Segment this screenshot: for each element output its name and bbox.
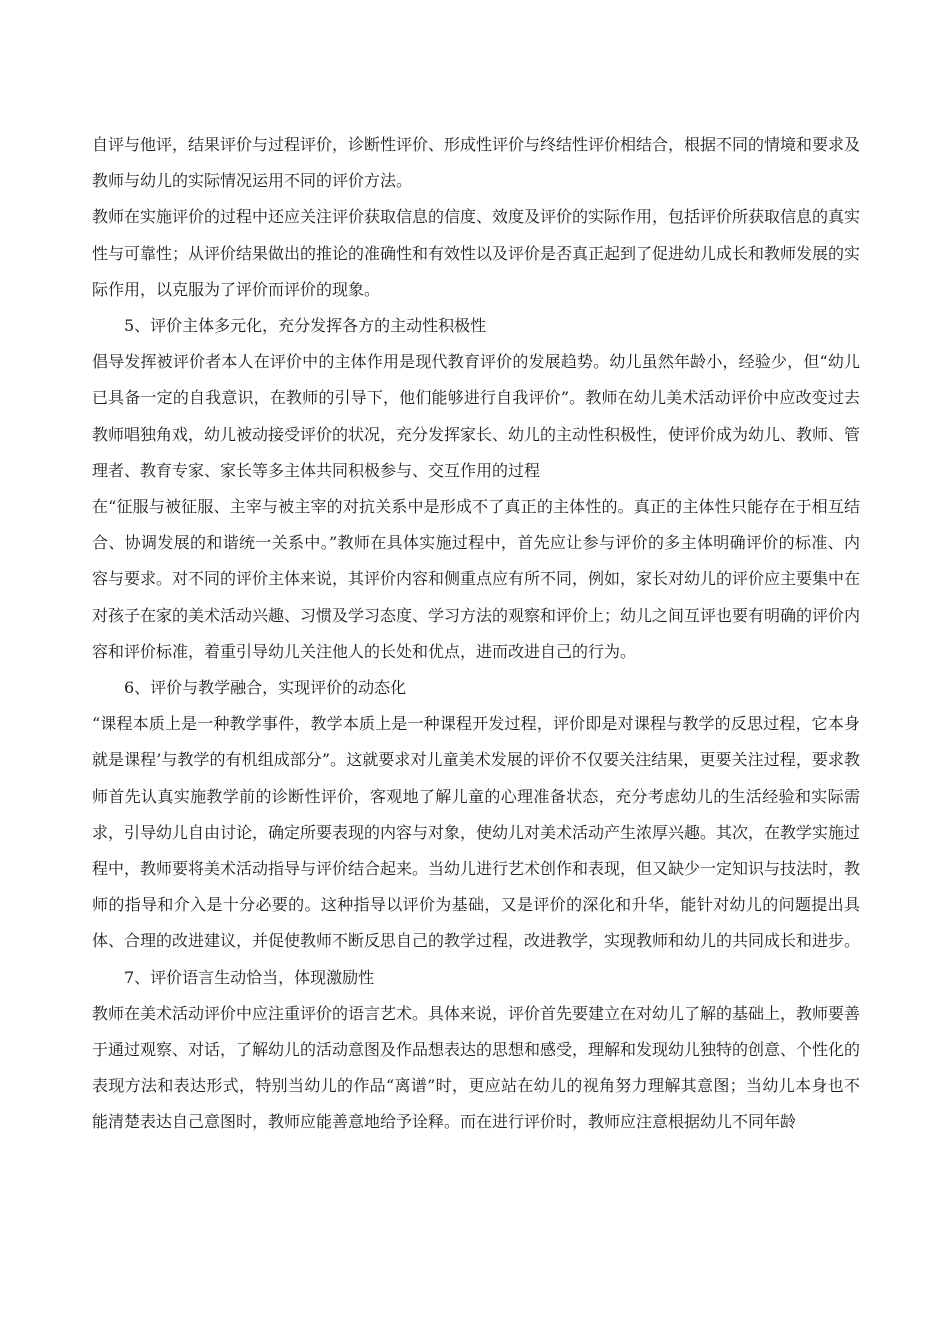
section-heading: 6、评价与教学融合，实现评价的动态化	[124, 678, 407, 698]
body-paragraph: 教师在实施评价的过程中还应关注评价获取信息的信度、效度及评价的实际作用，包括评价所获取信息的真实性与可靠性；从评价结果做出的推论的准确性和有效性以及评价是否真正起到了促进幼儿成长和教师发展的实际作用，以克服为了评价而评价的现象。	[92, 207, 861, 299]
body-paragraph: 倡导发挥被评价者本人在评价中的主体作用是现代教育评价的发展趋势。幼儿虽然年龄小，经验少，但“幼儿已具备一定的自我意识，在教师的引导下，他们能够进行自我评价”。教师在幼儿美术活动评价中应改变过去教师唱独角戏，幼儿被动接受评价的状况，充分发挥家长、幼儿的主动性积极性，使评价成为幼儿、教师、管理者、教育专家、家长等多主体共同积极参与、交互作用的过程	[92, 352, 861, 480]
body-paragraph: 自评与他评，结果评价与过程评价，诊断性评价、形成性评价与终结性评价相结合，根据不同的情境和要求及教师与幼儿的实际情况运用不同的评价方法。	[92, 135, 861, 191]
body-paragraph: 在“征服与被征服、主宰与被主宰的对抗关系中是形成不了真正的主体性的。真正的主体性只能存在于相互结合、协调发展的和谐统一关系中。”教师在具体实施过程中，首先应让参与评价的多主体明确评价的标准、内容与要求。对不同的评价主体来说，其评价内容和侧重点应有所不同，例如，家长对幼儿的评价应主要集中在对孩子在家的美术活动兴趣、习惯及学习态度、学习方法的观察和评价上；幼儿之间互评也要有明确的评价内容和评价标准，着重引导幼儿关注他人的长处和优点，进而改进自己的行为。	[92, 497, 861, 661]
document-page	[92, 127, 860, 1141]
section-heading: 5、评价主体多元化，充分发挥各方的主动性积极性	[124, 316, 487, 336]
section-heading: 7、评价语言生动恰当，体现激励性	[124, 967, 375, 987]
body-paragraph: 教师在美术活动评价中应注重评价的语言艺术。具体来说，评价首先要建立在对幼儿了解的基础上，教师要善于通过观察、对话，了解幼儿的活动意图及作品想表达的思想和感受，理解和发现幼儿独特的创意、个性化的表现方法和表达形式，特别当幼儿的作品“离谱”时，更应站在幼儿的视角努力理解其意图；当幼儿本身也不能清楚表达自己意图时，教师应能善意地给予诠释。而在进行评价时，教师应注意根据幼儿不同年龄	[92, 1003, 861, 1132]
body-paragraph: “课程本质上是一种教学事件，教学本质上是一种课程开发过程，评价即是对课程与教学的反思过程，它本身就是课程’与教学的有机组成部分”。这就要求对儿童美术发展的评价不仅要关注结果，更要关注过程，要求教师首先认真实施教学前的诊断性评价，客观地了解儿童的心理准备状态，充分考虑幼儿的生活经验和实际需求，引导幼儿自由讨论，确定所要表现的内容与对象，使幼儿对美术活动产生浓厚兴趣。其次，在教学实施过程中，教师要将美术活动指导与评价结合起来。当幼儿进行艺术创作和表现，但又缺少一定知识与技法时，教师的指导和介入是十分必要的。这种指导以评价为基础，又是评价的深化和升华，能针对幼儿的问题提出具体、合理的改进建议，并促使教师不断反思自己的教学过程，改进教学，实现教师和幼儿的共同成长和进步。	[92, 714, 861, 951]
